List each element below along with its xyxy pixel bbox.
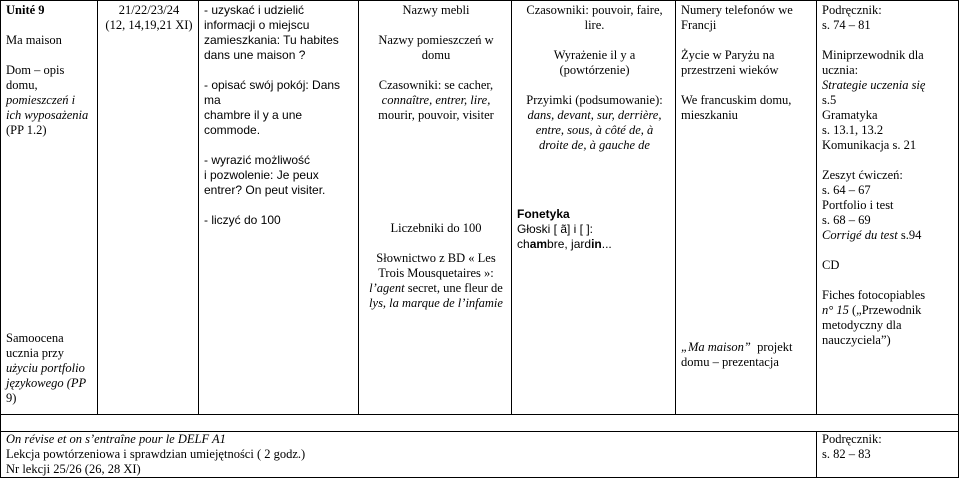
- culture-line: przestrzeni wieków: [681, 63, 779, 77]
- unit-desc-line: pomieszczeń i: [6, 93, 76, 107]
- materials-line: Podręcznik:: [822, 3, 882, 17]
- goal-line: entrer? On peut visiter.: [204, 183, 326, 197]
- unit-ref: (PP 1.2): [6, 123, 47, 137]
- culture-line: We francuskim domu,: [681, 93, 792, 107]
- goal-line: informacji o miejscu: [204, 18, 310, 32]
- revision-line: Lekcja powtórzeniowa i sprawdzian umiejętności ( 2 godz.): [6, 447, 306, 461]
- unit-desc-line: Dom – opis: [6, 63, 65, 77]
- phonetics-line: Głoski [ ã] i [ ]:: [517, 222, 594, 236]
- revision-materials-line: Podręcznik:: [822, 432, 882, 446]
- revision-materials-cell: [817, 432, 959, 478]
- vocab-line: domu: [421, 48, 451, 62]
- materials-line: nauczyciela”): [822, 333, 891, 347]
- materials-line: Miniprzewodnik dla: [822, 48, 924, 62]
- revision-cell: [1, 432, 817, 478]
- grammar-line: entre, sous, à côté de, à: [535, 123, 654, 137]
- materials-cell: [817, 1, 959, 415]
- goal-line: chambre il y a une commode.: [204, 108, 303, 137]
- materials-line: Gramatyka: [822, 108, 878, 122]
- grammar-line: (powtórzenie): [559, 63, 630, 77]
- materials-line: s.5: [822, 93, 837, 107]
- culture-line: mieszkaniu: [681, 108, 738, 122]
- self-assessment-line: ucznia przy: [6, 346, 64, 360]
- vocab-line: lys, la marque de l’infamie: [369, 296, 503, 310]
- goals-cell: [199, 1, 359, 415]
- lesson-numbers: 21/22/23/24: [118, 3, 180, 17]
- grammar-line: Czasowniki: pouvoir, faire,: [526, 3, 663, 17]
- materials-line: s. 74 – 81: [822, 18, 871, 32]
- goal-line: - opisać swój pokój: Dans ma: [204, 78, 341, 107]
- self-assessment-line: użyciu portfolio: [6, 361, 85, 375]
- revision-row: [1, 432, 959, 478]
- materials-line: ucznia:: [822, 63, 859, 77]
- unit-desc-line: domu,: [6, 78, 38, 92]
- grammar-line: dans, devant, sur, derrière,: [527, 108, 662, 122]
- spacer-row: [1, 415, 959, 432]
- self-assessment-line: 9): [6, 391, 17, 405]
- project-title: „Ma maison”: [681, 340, 751, 354]
- culture-line: Numery telefonów we: [681, 3, 793, 17]
- corrige-label: Corrigé du test: [822, 228, 901, 242]
- culture-line: Życie w Paryżu na: [681, 48, 775, 62]
- revision-title: On révise et on s’entraîne pour le DELF A1: [6, 432, 226, 446]
- grammar-line: Wyrażenie il y a: [553, 48, 636, 62]
- phonetics-title: Fonetyka: [517, 207, 570, 221]
- grammar-cell: [512, 1, 676, 415]
- vocab-line: Czasowniki: se cacher,: [378, 78, 494, 92]
- project-line: domu – prezentacja: [681, 355, 779, 369]
- project-label: projekt: [750, 340, 793, 354]
- vocab-line: Nazwy pomieszczeń w: [378, 33, 494, 47]
- vocab-line: Nazwy mebli: [402, 3, 470, 17]
- vocab-text: secret, une fleur de: [404, 281, 503, 295]
- fiches-number: n° 15: [822, 303, 849, 317]
- unit-desc-line: ich wyposażenia: [6, 108, 89, 122]
- materials-line: Fiches fotocopiables: [822, 288, 926, 302]
- project-line: [681, 340, 813, 355]
- goal-line: - uzyskać i udzielić: [204, 3, 305, 17]
- vocabulary-cell: [359, 1, 512, 415]
- unit-cell: [1, 1, 98, 415]
- lesson-numbers-cell: [98, 1, 199, 415]
- goal-line: i pozwolenie: Je peux: [204, 168, 319, 182]
- goal-line: zamieszkania: Tu habites: [204, 33, 339, 47]
- grammar-line: Przyimki (podsumowanie):: [526, 93, 663, 107]
- vocab-italic: l’agent: [369, 281, 405, 295]
- lesson-dates: (12, 14,19,21 XI): [105, 18, 193, 32]
- unit-title: Ma maison: [6, 33, 62, 47]
- vocab-line: Słownictwo z BD « Les: [376, 251, 496, 265]
- vocab-line: mourir, pouvoir, visiter: [378, 108, 494, 122]
- self-assessment-line: językowego (PP: [6, 376, 87, 390]
- phonetics-examples: chambre, jardin...: [517, 237, 612, 251]
- materials-line: Strategie uczenia się: [822, 78, 926, 92]
- revision-line: Nr lekcji 25/26 (26, 28 XI): [6, 462, 141, 476]
- materials-line: s. 13.1, 13.2: [822, 123, 884, 137]
- grammar-line: lire.: [584, 18, 605, 32]
- vocab-line: connaître, entrer, lire,: [381, 93, 491, 107]
- corrige-page: s.94: [900, 228, 922, 242]
- unit-number: Unité 9: [6, 3, 45, 17]
- goal-line: - liczyć do 100: [204, 213, 281, 227]
- materials-line: Komunikacja s. 21: [822, 138, 917, 152]
- materials-line: s. 68 – 69: [822, 213, 871, 227]
- culture-cell: [676, 1, 817, 415]
- revision-materials-line: s. 82 – 83: [822, 447, 871, 461]
- materials-line: Portfolio i test: [822, 198, 894, 212]
- goal-line: - wyrazić możliwość: [204, 153, 311, 167]
- vocab-line: Trois Mousquetaires »:: [378, 266, 494, 280]
- materials-line: CD: [822, 258, 840, 272]
- unit-row: [1, 1, 959, 415]
- grammar-line: droite de, à gauche de: [539, 138, 650, 152]
- goal-line: dans une maison ?: [204, 48, 306, 62]
- materials-line: Zeszyt ćwiczeń:: [822, 168, 903, 182]
- fiches-text: („Przewodnik: [848, 303, 922, 317]
- materials-line: metodyczny dla: [822, 318, 902, 332]
- materials-line: s. 64 – 67: [822, 183, 871, 197]
- self-assessment-line: Samoocena: [6, 331, 64, 345]
- culture-line: Francji: [681, 18, 717, 32]
- vocab-line: Liczebniki do 100: [390, 221, 482, 235]
